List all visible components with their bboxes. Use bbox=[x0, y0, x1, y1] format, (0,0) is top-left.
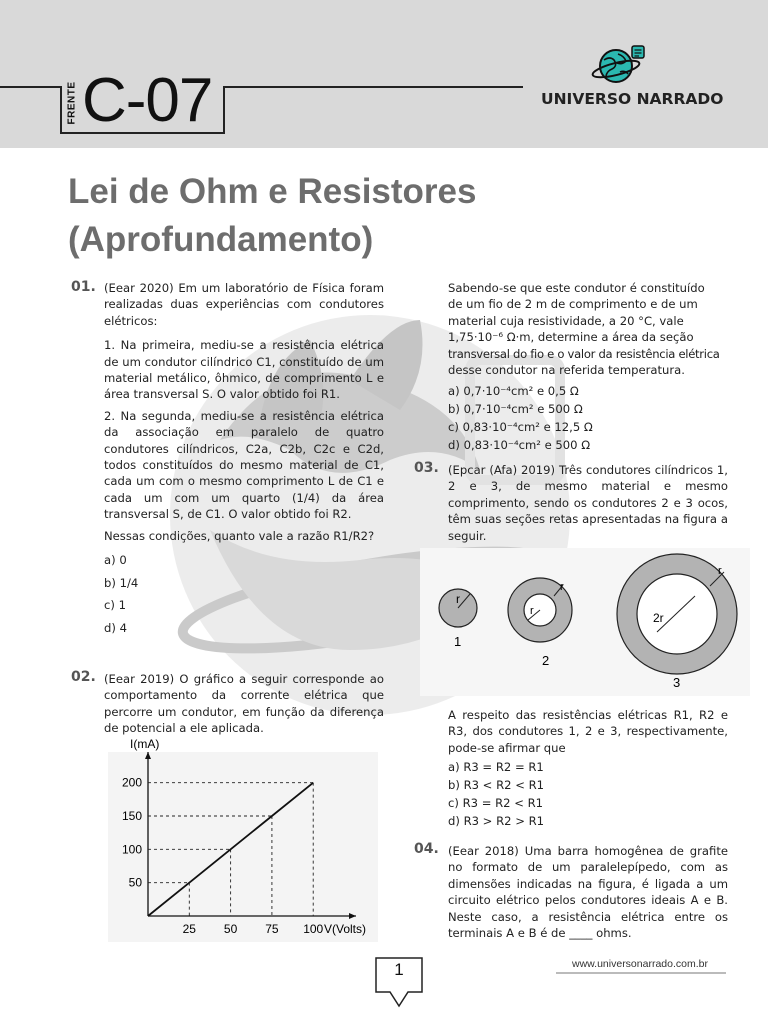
c3-inner-radius-label: 2r bbox=[653, 611, 664, 625]
c1-label: 1 bbox=[454, 634, 462, 649]
x-tick-label: 100 bbox=[303, 922, 324, 936]
y-axis-label: I(mA) bbox=[130, 737, 160, 751]
x-tick-label: 25 bbox=[182, 922, 196, 936]
y-tick-label: 50 bbox=[128, 875, 142, 890]
q02-line-1: Sabendo-se que este condutor é constituído bbox=[448, 281, 705, 295]
y-tick-label: 150 bbox=[121, 809, 142, 823]
current-voltage-chart bbox=[108, 737, 378, 942]
c2-outer-radius-label: r bbox=[560, 581, 564, 593]
c2-inner-radius-label: r bbox=[530, 605, 534, 617]
q02-line-6: desse condutor na referida temperatura. bbox=[448, 363, 685, 378]
q02-option-b: b) 0,7·10⁻⁴cm² e 500 Ω bbox=[448, 402, 583, 417]
q04-text: (Eear 2018) Uma barra homogênea de grafite no formato de um paralelepípedo, com as dimensões indicadas na figura, é ligada a um circuito elétrico pelos condutores ideais A e B. Neste caso, a resistência elétrica entre os terminais A e B é de ____ ohms. bbox=[448, 844, 728, 941]
q02-line-3: material cuja resistividade, a 20 °C, vale bbox=[448, 313, 684, 328]
q02-line-2: de um fio de 2 m de comprimento e de um bbox=[448, 297, 698, 312]
q04 bbox=[448, 843, 728, 946]
q02-number: 02. bbox=[71, 669, 96, 685]
q02-line-5: transversal do fio e o valor da resistência elétrica bbox=[448, 346, 720, 361]
q02-option-d: d) 0,83·10⁻⁴cm² e 500 Ω bbox=[448, 438, 591, 453]
title-line-2: (Aprofundamento) bbox=[68, 220, 374, 259]
c3-outer-radius-label: r bbox=[718, 565, 722, 577]
q02-continuation bbox=[448, 280, 728, 454]
q01-number: 01. bbox=[71, 279, 96, 295]
footer-rule bbox=[556, 972, 726, 974]
q03-after: A respeito das resistências elétricas R1, R2 e R3, dos condutores 1, 2 e 3, respectivamente, pode-se afirmar que bbox=[448, 708, 728, 755]
module-code: C-07 bbox=[82, 66, 213, 135]
q03-option-a: a) R3 = R2 = R1 bbox=[448, 760, 544, 775]
y-tick-label: 100 bbox=[121, 842, 142, 857]
q03-option-c: c) R3 = R2 < R1 bbox=[448, 796, 544, 811]
brand bbox=[536, 42, 724, 122]
q01-option-d: d) 4 bbox=[104, 620, 127, 635]
q02-option-c: c) 0,83·10⁻⁴cm² e 12,5 Ω bbox=[448, 420, 593, 435]
c1-radius-label: r bbox=[456, 592, 460, 606]
y-tick-label: 200 bbox=[121, 775, 142, 790]
q02 bbox=[104, 671, 384, 742]
header-rule-right bbox=[225, 86, 523, 88]
title-line-1: Lei de Ohm e Resistores bbox=[68, 172, 477, 211]
q01-part-2: 2. Na segunda, mediu-se a resistência elétrica da associação em paralelo de quatro condutores cilíndricos, C2a, C2b, C2c e C2d, todos constituídos do mesmo material de C1, cada um com o mesmo comprimento L de C1 e cada um com um quarto (1/4) da área transversal S, de C1. O valor obtido foi R2. bbox=[104, 408, 384, 522]
q01-option-c: c) 1 bbox=[104, 598, 126, 613]
brand-name: UNIVERSO NARRADO bbox=[541, 90, 724, 108]
x-axis-label: V(Volts) bbox=[324, 922, 367, 936]
x-tick-label: 75 bbox=[265, 922, 279, 936]
q01-intro: (Eear 2020) Em um laboratório de Física foram realizadas duas experiências com condutores elétricos: bbox=[104, 281, 384, 328]
q01-question: Nessas condições, quanto vale a razão R1/R2? bbox=[104, 528, 375, 543]
page-title bbox=[68, 168, 688, 264]
q01-option-b: b) 1/4 bbox=[104, 575, 139, 590]
conductor-sections-figure bbox=[420, 548, 750, 696]
q03-text: (Epcar (Afa) 2019) Três condutores cilíndricos 1, 2 e 3, de mesmo material e mesmo comprimento, sendo os condutores 2 e 3 ocos, têm suas seções retas apresentadas na figura a seguir. bbox=[448, 463, 728, 543]
q01 bbox=[104, 280, 384, 639]
q03-number: 03. bbox=[414, 460, 439, 476]
frente-label: FRENTE bbox=[66, 81, 78, 125]
q01-option-a: a) 0 bbox=[104, 553, 127, 568]
q03-option-d: d) R3 > R2 > R1 bbox=[448, 814, 545, 829]
q03-continuation bbox=[448, 707, 728, 830]
header-rule-left bbox=[0, 86, 60, 88]
c3-label: 3 bbox=[673, 675, 681, 690]
q03-option-b: b) R3 < R2 < R1 bbox=[448, 778, 545, 793]
x-tick-label: 50 bbox=[223, 922, 238, 936]
page-number: 1 bbox=[394, 960, 404, 979]
footer-url[interactable]: www.universonarrado.com.br bbox=[572, 958, 708, 970]
q02-line-4: 1,75·10⁻⁶ Ω·m, determine a área da seção bbox=[448, 330, 694, 345]
q02-option-a: a) 0,7·10⁻⁴cm² e 0,5 Ω bbox=[448, 384, 579, 399]
q01-part-1: 1. Na primeira, mediu-se a resistência elétrica de um condutor cilíndrico C1, constituído de um material metálico, ôhmico, de comprimento L e área transversal S. O valor obtido foi R1. bbox=[104, 338, 384, 402]
q02-text: (Eear 2019) O gráfico a seguir corresponde ao comportamento da corrente elétrica que percorre um condutor, em função da diferença de potencial a ele aplicada. bbox=[104, 672, 384, 736]
globe-logo-icon bbox=[590, 42, 650, 88]
q03 bbox=[448, 462, 728, 549]
c2-label: 2 bbox=[542, 653, 550, 668]
q04-number: 04. bbox=[414, 841, 439, 857]
